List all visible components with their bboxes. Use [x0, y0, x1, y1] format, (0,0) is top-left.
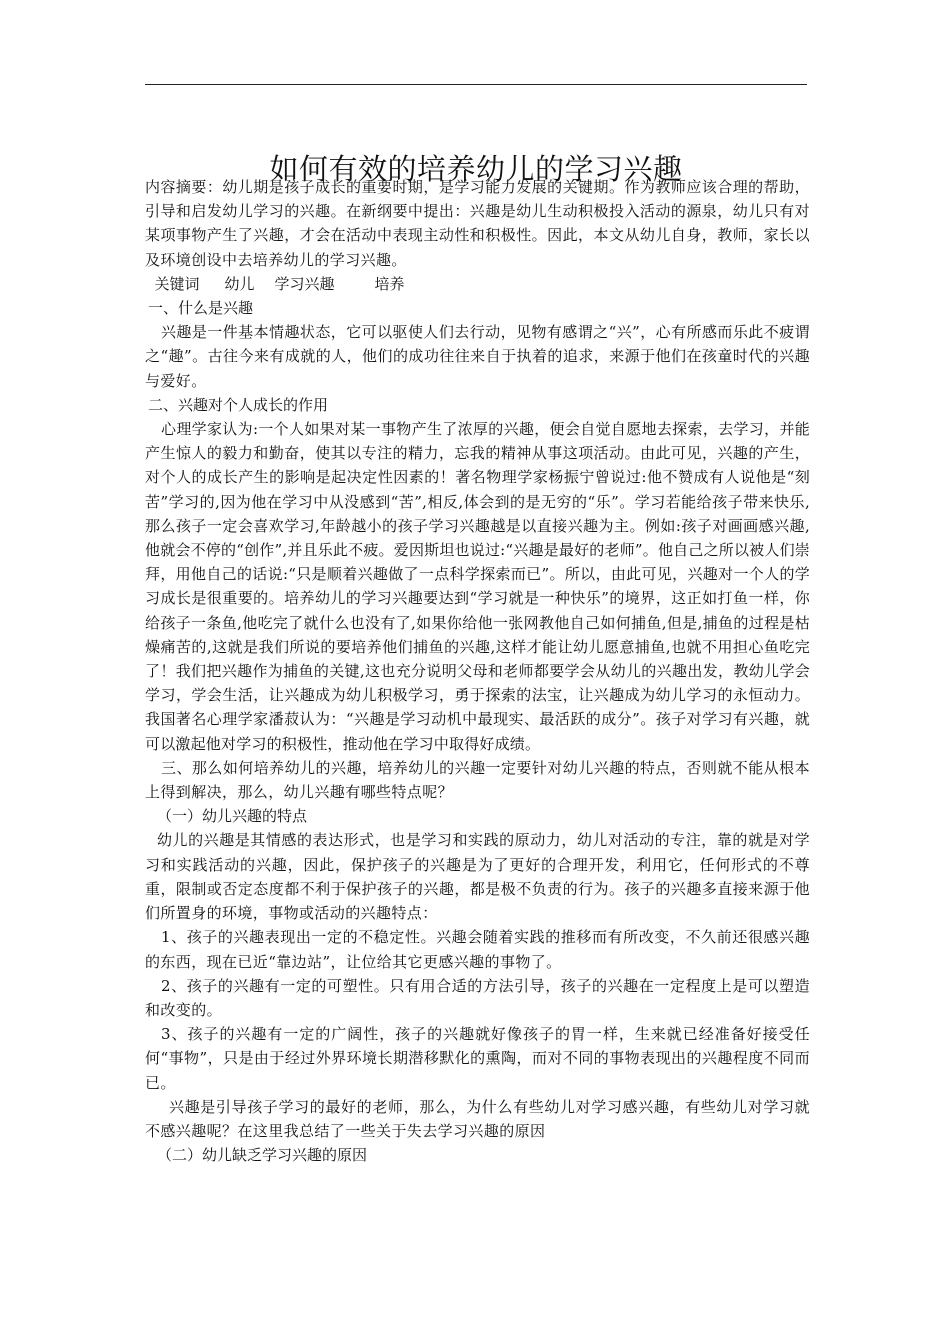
point-item-1: 1、孩子的兴趣表现出一定的不稳定性。兴趣会随着实践的推移而有所改变，不久前还很感兴趣的东西，现在已近“靠边站”，让位给其它更感兴趣的事物了。	[145, 928, 810, 971]
keyword-item: 培养	[374, 274, 405, 293]
keywords-label: 关键词	[154, 274, 200, 293]
point-item-2: 2、孩子的兴趣有一定的可塑性。只有用合适的方法引导，孩子的兴趣在一定程度上是可以塑造和改变的。	[145, 976, 810, 1019]
keyword-item: 幼儿	[224, 274, 255, 293]
section-heading-2: 二、兴趣对个人成长的作用	[148, 395, 329, 414]
document-body	[145, 175, 810, 1167]
keywords-line	[145, 272, 810, 296]
section-paragraph-1: 兴趣是一件基本情趣状态，它可以驱使人们去行动，见物有感谓之“兴”，心有所感而乐此不疲谓之“趣”。古往今来有成就的人，他们的成功往往来自于执着的追求，来源于他们在孩童时代的兴趣与爱好。	[145, 323, 810, 390]
abstract-paragraph: 内容摘要：幼儿期是孩子成长的重要时期，是学习能力发展的关键期。作为教师应该合理的帮助，引导和启发幼儿学习的兴趣。在新纲要中提出：兴趣是幼儿生动积极投入活动的源泉，幼儿只有对某项事物产生了兴趣，才会在活动中表现主动性和积极性。因此，本文从幼儿自身，教师，家长以及环境创设中去培养幼儿的学习兴趣。	[145, 178, 810, 269]
section-paragraph-3: 三、那么如何培养幼儿的兴趣，培养幼儿的兴趣一定要针对幼儿兴趣的特点，否则就不能从根本上得到解决，那么，幼儿兴趣有哪些特点呢？	[145, 758, 810, 802]
header-rule	[145, 84, 807, 85]
closing-paragraph: 兴趣是引导孩子学习的最好的老师，那么，为什么有些幼儿对学习感兴趣，有些幼儿对学习就不感兴趣呢？在这里我总结了一些关于失去学习兴趣的原因	[145, 1097, 810, 1140]
subsection-paragraph-1: 幼儿的兴趣是其情感的表达形式，也是学习和实践的原动力，幼儿对活动的专注，靠的就是对学习和实践活动的兴趣，因此，保护孩子的兴趣是为了更好的合理开发，利用它，任何形式的不尊重，限制或否定态度都不利于保护孩子的兴趣，都是极不负责的行为。孩子的兴趣多直接来源于他们所置身的环境，事物或活动的兴趣特点：	[145, 831, 810, 923]
subsection-heading-2: （二）幼儿缺乏学习兴趣的原因	[157, 1146, 368, 1165]
document-title: 如何有效的培养幼儿的学习兴趣	[269, 152, 683, 187]
keyword-item: 学习兴趣	[274, 274, 335, 293]
section-heading-1: 一、什么是兴趣	[148, 299, 254, 318]
point-item-3: 3、孩子的兴趣有一定的广阔性，孩子的兴趣就好像孩子的胃一样，生来就已经准备好接受任何“事物”，只是由于经过外界环境长期潜移默化的熏陶，而对不同的事物表现出的兴趣程度不同而已。	[145, 1025, 810, 1092]
subsection-heading-1: （一）幼儿兴趣的特点	[157, 807, 308, 826]
section-paragraph-2: 心理学家认为:一个人如果对某一事物产生了浓厚的兴趣，便会自觉自愿地去探索，去学习，并能产生惊人的毅力和勤奋，使其以专注的精力，忘我的精神从事这项活动。由此可见，兴趣的产生，对个人的成长产生的影响是起决定性因素的！著名物理学家杨振宁曾说过:他不赞成有人说他是“刻苦”学习的,因为他在学习中从没感到“苦”,相反,体会到的是无穷的“乐”。学习若能给孩子带来快乐,那么孩子一定会喜欢学习,年龄越小的孩子学习兴趣越是以直接兴趣为主。例如:孩子对画画感兴趣,他就会不停的“创作”,并且乐此不疲。爱因斯坦也说过:“兴趣是最好的老师”。他自己之所以被人们崇拜，用他自己的话说:“只是顺着兴趣做了一点科学探索而已”。所以，由此可见，兴趣对一个人的学习成长是很重要的。培养幼儿的学习兴趣要达到“学习就是一种快乐”的境界，这正如打鱼一样，你给孩子一条鱼,他吃完了就什么也没有了,如果你给他一张网教他自己如何捕鱼,但是,捕鱼的过程是枯燥痛苦的,这就是我们所说的要培养他们捕鱼的兴趣,这样才能让幼儿愿意捕鱼,也就不用担心鱼吃完了！我们把兴趣作为捕鱼的关键,这也充分说明父母和老师都要学会从幼儿的兴趣出发，教幼儿学会学习，学会生活，让兴趣成为幼儿积极学习，勇于探索的法宝，让兴趣成为幼儿学习的永恒动力。我国著名心理学家潘菽认为：“兴趣是学习动机中最现实、最活跃的成分”。孩子对学习有兴趣，就可以激起他对学习的积极性，推动他在学习中取得好成绩。	[145, 420, 810, 753]
